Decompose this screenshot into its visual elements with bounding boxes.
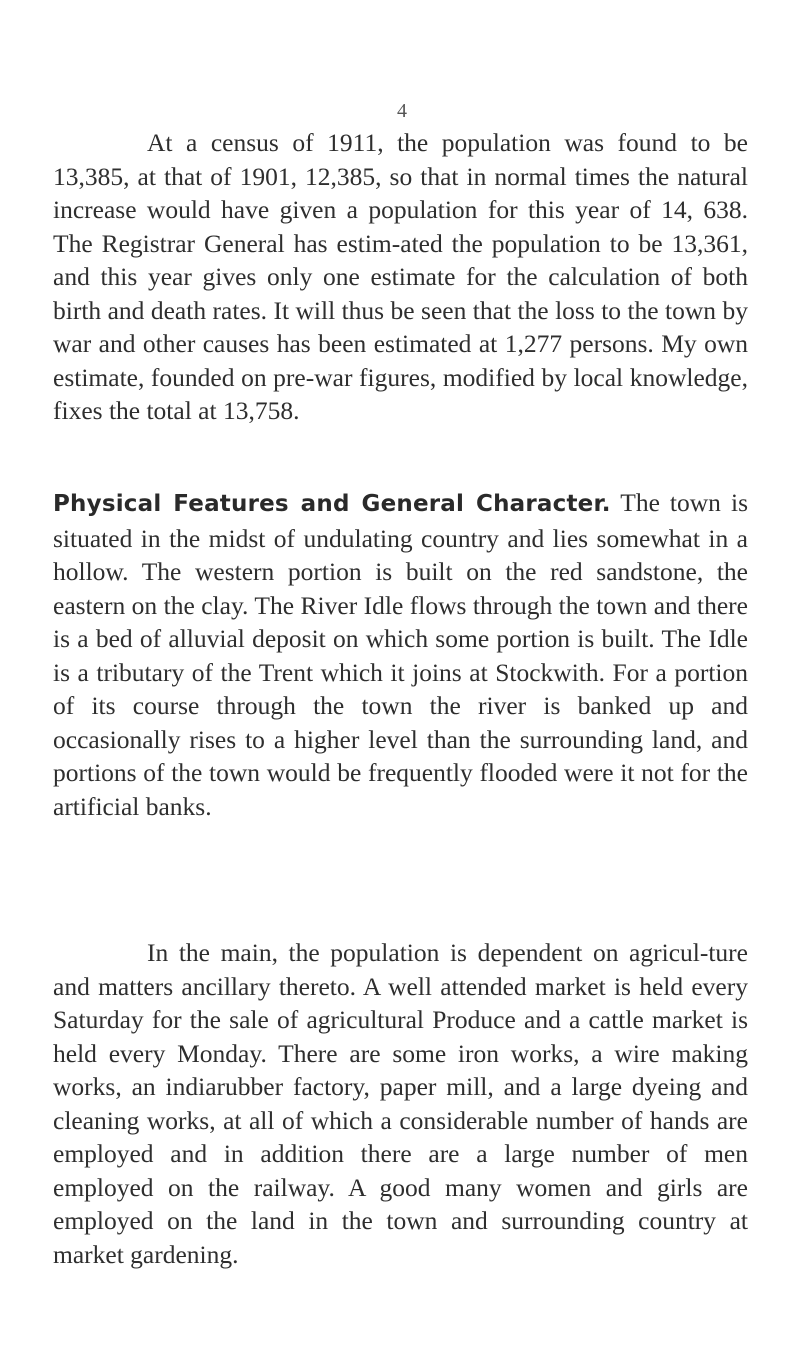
occupations-paragraph: In the main, the population is dependent on agricul-ture and matters ancillary thereto. A well attended market is held every Saturday for the sale of agricultural Produce and a cattle market is held every Monday. There are some iron works, a wire making works, an indiarubber factory, paper mill, and a large dyeing and cleaning works, at all of which a considerable number of hands are employed and in addition there are a large number of men employed on the railway. A good many women and girls are employed on the land in the town and surrounding country at market gardening. <box>53 938 748 1269</box>
physical-features-paragraph <box>53 486 748 823</box>
physical-features-body: The town is situated in the midst of undulating country and lies somewhat in a hollow. The western portion is built on the red sandstone, the eastern on the clay. The River Idle flows through the town and there is a bed of alluvial deposit on which some portion is built. The Idle is a tributary of the Trent which it joins at Stockwith. For a portion of its course through the town the river is banked up and occasionally rises to a higher level than the surrounding land, and portions of the town would be frequently flooded were it not for the artificial banks. <box>53 488 748 821</box>
section-heading: Physical Features and General Character. <box>53 491 611 517</box>
census-paragraph: At a census of 1911, the population was found to be 13,385, at that of 1901, 12,385, so that in normal times the natural increase would have given a population for this year of 14, 638. The Registrar General has estim-ated the population to be 13,361, and this year gives only one estimate for the calculation of both birth and death rates. It will thus be seen that the loss to the town by war and other causes has been estimated at 1,277 persons. My own estimate, founded on pre-war figures, modified by local knowledge, fixes the total at 13,758. <box>53 128 748 425</box>
page-number: 4 <box>397 100 407 122</box>
